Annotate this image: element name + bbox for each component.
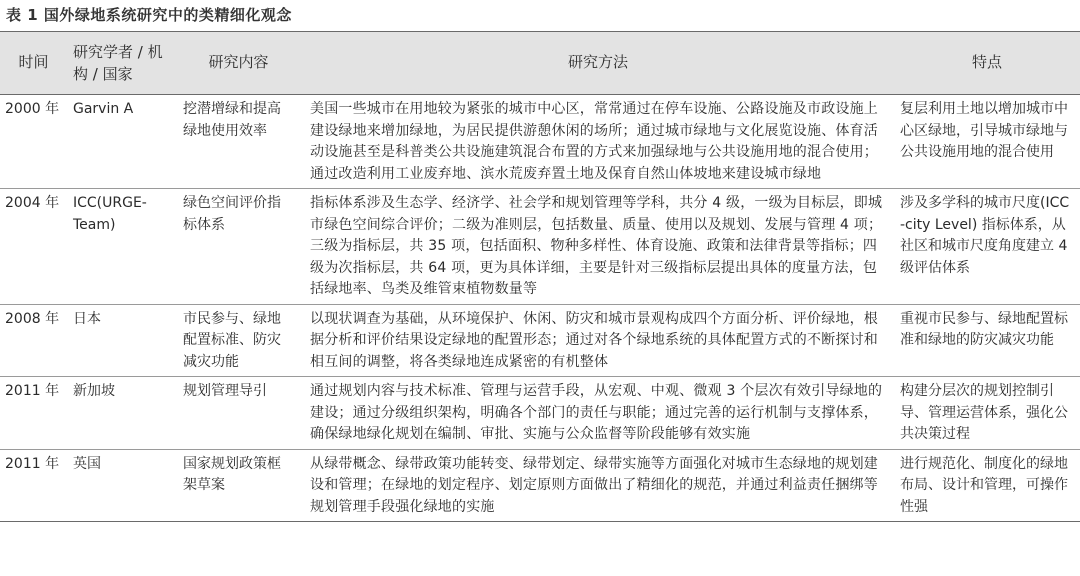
table-row [0, 304, 1080, 377]
header-time: 时间 [0, 32, 67, 95]
cell-content: 挖潜增绿和提高绿地使用效率 [175, 95, 302, 189]
table-row [0, 189, 1080, 305]
cell-content: 规划管理导引 [175, 377, 302, 450]
cell-time: 2000 年 [0, 95, 67, 189]
header-research-method: 研究方法 [302, 32, 894, 95]
cell-method: 以现状调查为基础，从环境保护、休闲、防灾和城市景观构成四个方面分析、评价绿地，根据分析和评价结果设定绿地的配置形态；通过对各个绿地系统的具体配置方式的不断探讨和相互间的调整，将各类绿地连成紧密的有机整体 [302, 304, 894, 377]
table-row [0, 377, 1080, 450]
cell-content: 国家规划政策框架草案 [175, 449, 302, 522]
cell-researcher: 日本 [67, 304, 175, 377]
header-researcher: 研究学者 / 机构 / 国家 [67, 32, 175, 95]
cell-method: 通过规划内容与技术标准、管理与运营手段，从宏观、中观、微观 3 个层次有效引导绿地的建设；通过分级组织架构，明确各个部门的责任与职能；通过完善的运行机制与支撑体系，确保绿地绿化规划在编制、审批、实施与公众监督等阶段能够有效实施 [302, 377, 894, 450]
table-row [0, 449, 1080, 522]
cell-time: 2004 年 [0, 189, 67, 305]
cell-researcher: 新加坡 [67, 377, 175, 450]
cell-time: 2008 年 [0, 304, 67, 377]
cell-time: 2011 年 [0, 449, 67, 522]
cell-content: 市民参与、绿地配置标准、防灾减灾功能 [175, 304, 302, 377]
cell-content: 绿色空间评价指标体系 [175, 189, 302, 305]
cell-method: 从绿带概念、绿带政策功能转变、绿带划定、绿带实施等方面强化对城市生态绿地的规划建设和管理；在绿地的划定程序、划定原则方面做出了精细化的规范，并通过利益责任捆绑等规划管理手段强化绿地的实施 [302, 449, 894, 522]
cell-feature: 重视市民参与、绿地配置标准和绿地的防灾减灾功能 [894, 304, 1080, 377]
header-research-content: 研究内容 [175, 32, 302, 95]
cell-researcher: Garvin A [67, 95, 175, 189]
concept-table [0, 31, 1080, 522]
cell-feature: 复层利用土地以增加城市中心区绿地，引导城市绿地与公共设施用地的混合使用 [894, 95, 1080, 189]
table-caption: 表 1 国外绿地系统研究中的类精细化观念 [6, 6, 292, 24]
header-feature: 特点 [894, 32, 1080, 95]
cell-researcher: 英国 [67, 449, 175, 522]
table-header-row [0, 32, 1080, 95]
cell-feature: 进行规范化、制度化的绿地布局、设计和管理，可操作性强 [894, 449, 1080, 522]
cell-method: 指标体系涉及生态学、经济学、社会学和规划管理等学科，共分 4 级，一级为目标层，即城市绿色空间综合评价；二级为准则层，包括数量、质量、使用以及规划、发展与管理 4 项；三级为指标层，共 35 项，包括面积、物种多样性、体育设施、政策和法律背景等指标；四级为次指标层，共 64 项，更为具体详细，主要是针对三级指标层提出具体的度量方法，包括绿地率、鸟类及维管束植物数量等 [302, 189, 894, 305]
cell-time: 2011 年 [0, 377, 67, 450]
table-row [0, 95, 1080, 189]
cell-feature: 构建分层次的规划控制引导、管理运营体系，强化公共决策过程 [894, 377, 1080, 450]
cell-researcher: ICC(URGE-Team) [67, 189, 175, 305]
cell-method: 美国一些城市在用地较为紧张的城市中心区，常常通过在停车设施、公路设施及市政设施上建设绿地来增加绿地，为居民提供游憩休闲的场所；通过城市绿地与文化展览设施、体育活动设施甚至是科普类公共设施建筑混合布置的方式来加强绿地与公共设施用地的混合使用；通过改造利用工业废弃地、滨水荒废弃置土地及保育自然山体坡地来建设城市绿地 [302, 95, 894, 189]
cell-feature: 涉及多学科的城市尺度(ICC-city Level) 指标体系，从社区和城市尺度角度建立 4 级评估体系 [894, 189, 1080, 305]
